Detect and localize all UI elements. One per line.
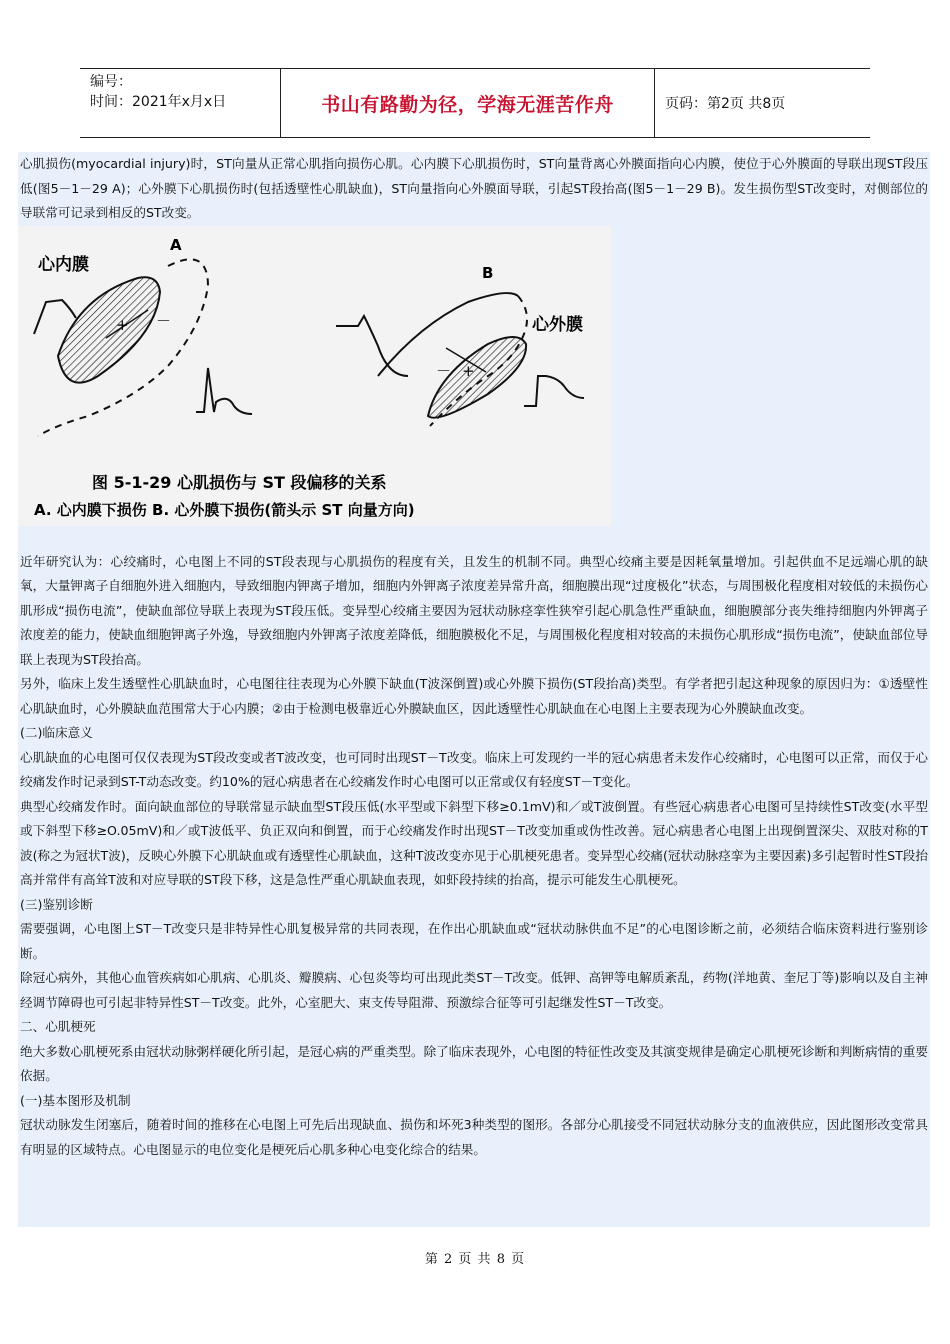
section-heading: (一)基本图形及机制 <box>20 1092 131 1108</box>
date-label: 时间：2021年x月x日 <box>90 94 227 110</box>
paragraph: 另外，临床上发生透壁性心肌缺血时，心电图往往表现为心外膜下缺血(T波深倒置)或心外膜下损伤(ST段抬高)类型。有学者把引起这种现象的原因归为：①透壁性心肌缺血时，心外膜缺血范围常大于心内膜；②由于检测电极靠近心外膜缺血区，因此透壁性心肌缺血在心电图上主要表现为心外膜缺血改变。 <box>20 676 928 716</box>
figure-label-a: A <box>170 235 182 254</box>
page-header <box>80 68 870 138</box>
endocardium-label: 心内膜 <box>38 254 89 275</box>
ecg-trace-a-right <box>196 368 252 414</box>
ecg-trace-b-right <box>524 376 584 406</box>
plus-sign-b: + <box>462 361 475 380</box>
figure-st-deviation <box>18 226 611 526</box>
section-heading: (三)鉴别诊断 <box>20 896 93 912</box>
paragraph: 近年研究认为：心绞痛时，心电图上不同的ST段表现与心肌损伤的程度有关，且发生的机制不同。典型心绞痛主要是因耗氧量增加。引起供血不足远端心肌的缺氧，大量钾离子自细胞外进入细胞内，导致细胞内钾离子增加，细胞内外钾离子浓度差异常升高，细胞膜出现“过度极化”状态，与周围极化程度相对较低的未损伤心肌形成“损伤电流”，使缺血部位导联上表现为ST段压低。变异型心绞痛主要因为冠状动脉痉挛性狭窄引起心肌急性严重缺血，细胞膜部分丧失维持细胞内外钾离子浓度差的能力，使缺血细胞钾离子外逸，导致细胞内外钾离子浓度差降低，细胞膜极化不足，与周围极化程度相对较高的未损伤心肌形成“损伤电流”，使缺血部位导联上表现为ST段抬高。 <box>20 553 928 667</box>
section-heading: (二)临床意义 <box>20 725 93 740</box>
figure-caption-title: 图 5-1-29 心肌损伤与 ST 段偏移的关系 <box>92 472 387 492</box>
paragraph: 除冠心病外，其他心血管疾病如心肌病、心肌炎、瓣膜病、心包炎等均可出现此类ST－T改变。低钾、高钾等电解质紊乱，药物(洋地黄、奎尼丁等)影响以及自主神经调节障碍也可引起非特异性ST－T改变。此外，心室肥大、束支传导阻滞、预激综合征等可引起继发性ST－T改变。 <box>20 970 928 1010</box>
header-page-number: 页码：第2页 共8页 <box>665 96 786 112</box>
epicardium-label: 心外膜 <box>532 314 583 335</box>
paragraph: 需要强调，心电图上ST－T改变只是非特异性心肌复极异常的共同表现，在作出心肌缺血或“冠状动脉供血不足”的心电图诊断之前，必须结合临床资料进行鉴别诊断。 <box>20 921 928 961</box>
figure-label-b: B <box>482 263 494 282</box>
figure-diagram <box>18 226 611 526</box>
section-heading: 二、心肌梗死 <box>20 1019 96 1034</box>
code-label: 编号： <box>90 74 132 90</box>
paragraph: 心肌损伤(myocardial injury)时，ST向量从正常心肌指向损伤心肌。心内膜下心肌损伤时，ST向量背离心外膜面指向心内膜，使位于心外膜面的导联出现ST段压低(图5－1－29 A)；心外膜下心肌损伤时(包括透壁性心肌缺血)，ST向量指向心外膜面导联，引起ST段抬高(图5－1－29 B)。发生损伤型ST改变时，对侧部位的导联常可记录到相反的ST改变。 <box>20 156 928 220</box>
paragraph: 心肌缺血的心电图可仅仅表现为ST段改变或者T波改变，也可同时出现ST－T改变。临床上可发现约一半的冠心病患者未发作心绞痛时，心电图可以正常，而仅于心绞痛发作时记录到ST-T动态改变。约10%的冠心病患者在心绞痛发作时心电图可以正常或仅有轻度ST－T变化。 <box>20 749 928 789</box>
figure-caption-legend: A. 心内膜下损伤 B. 心外膜下损伤(箭头示 ST 向量方向) <box>34 500 415 519</box>
paragraph: 绝大多数心肌梗死系由冠状动脉粥样硬化所引起，是冠心病的严重类型。除了临床表现外，心电图的特征性改变及其演变规律是确定心肌梗死诊断和判断病情的重要依据。 <box>20 1043 928 1083</box>
plus-sign-a: + <box>116 315 129 334</box>
injury-zone-endocardium <box>58 277 160 382</box>
minus-sign-b: － <box>436 361 452 380</box>
paragraph: 典型心绞痛发作时。面向缺血部位的导联常显示缺血型ST段压低(水平型或下斜型下移≥0.1mV)和／或T波倒置。有些冠心病患者心电图可呈持续性ST改变(水平型或下斜型下移≥O.05mV)和／或T波低平、负正双向和倒置，而于心绞痛发作时出现ST－T改变加重或伪性改善。冠心病患者心电图上出现倒置深尖、双肢对称的T波(称之为冠状T波)，反映心外膜下心肌缺血或有透壁性心肌缺血，这种T波改变亦见于心肌梗死患者。变异型心绞痛(冠状动脉痉挛为主要因素)多引起暂时性ST段抬高并常伴有高耸T波和对应导联的ST段下移，这是急性严重心肌缺血表现，如虾段持续的抬高，提示可能发生心肌梗死。 <box>20 798 928 887</box>
ecg-trace-b-left <box>336 316 408 376</box>
header-meta <box>80 69 281 137</box>
header-motto: 书山有路勤为径，学海无涯苦作舟 <box>281 69 655 137</box>
paragraph: 冠状动脉发生闭塞后，随着时间的推移在心电图上可先后出现缺血、损伤和坏死3种类型的图形。各部分心肌接受不同冠状动脉分支的血液供应，因此图形改变常具有明显的区域特点。心电图显示的电位变化是梗死后心肌多种心电变化综合的结果。 <box>20 1117 928 1157</box>
document-body <box>18 152 930 1227</box>
page-footer: 第 2 页 共 8 页 <box>424 1252 526 1267</box>
minus-sign-a: － <box>156 311 172 330</box>
